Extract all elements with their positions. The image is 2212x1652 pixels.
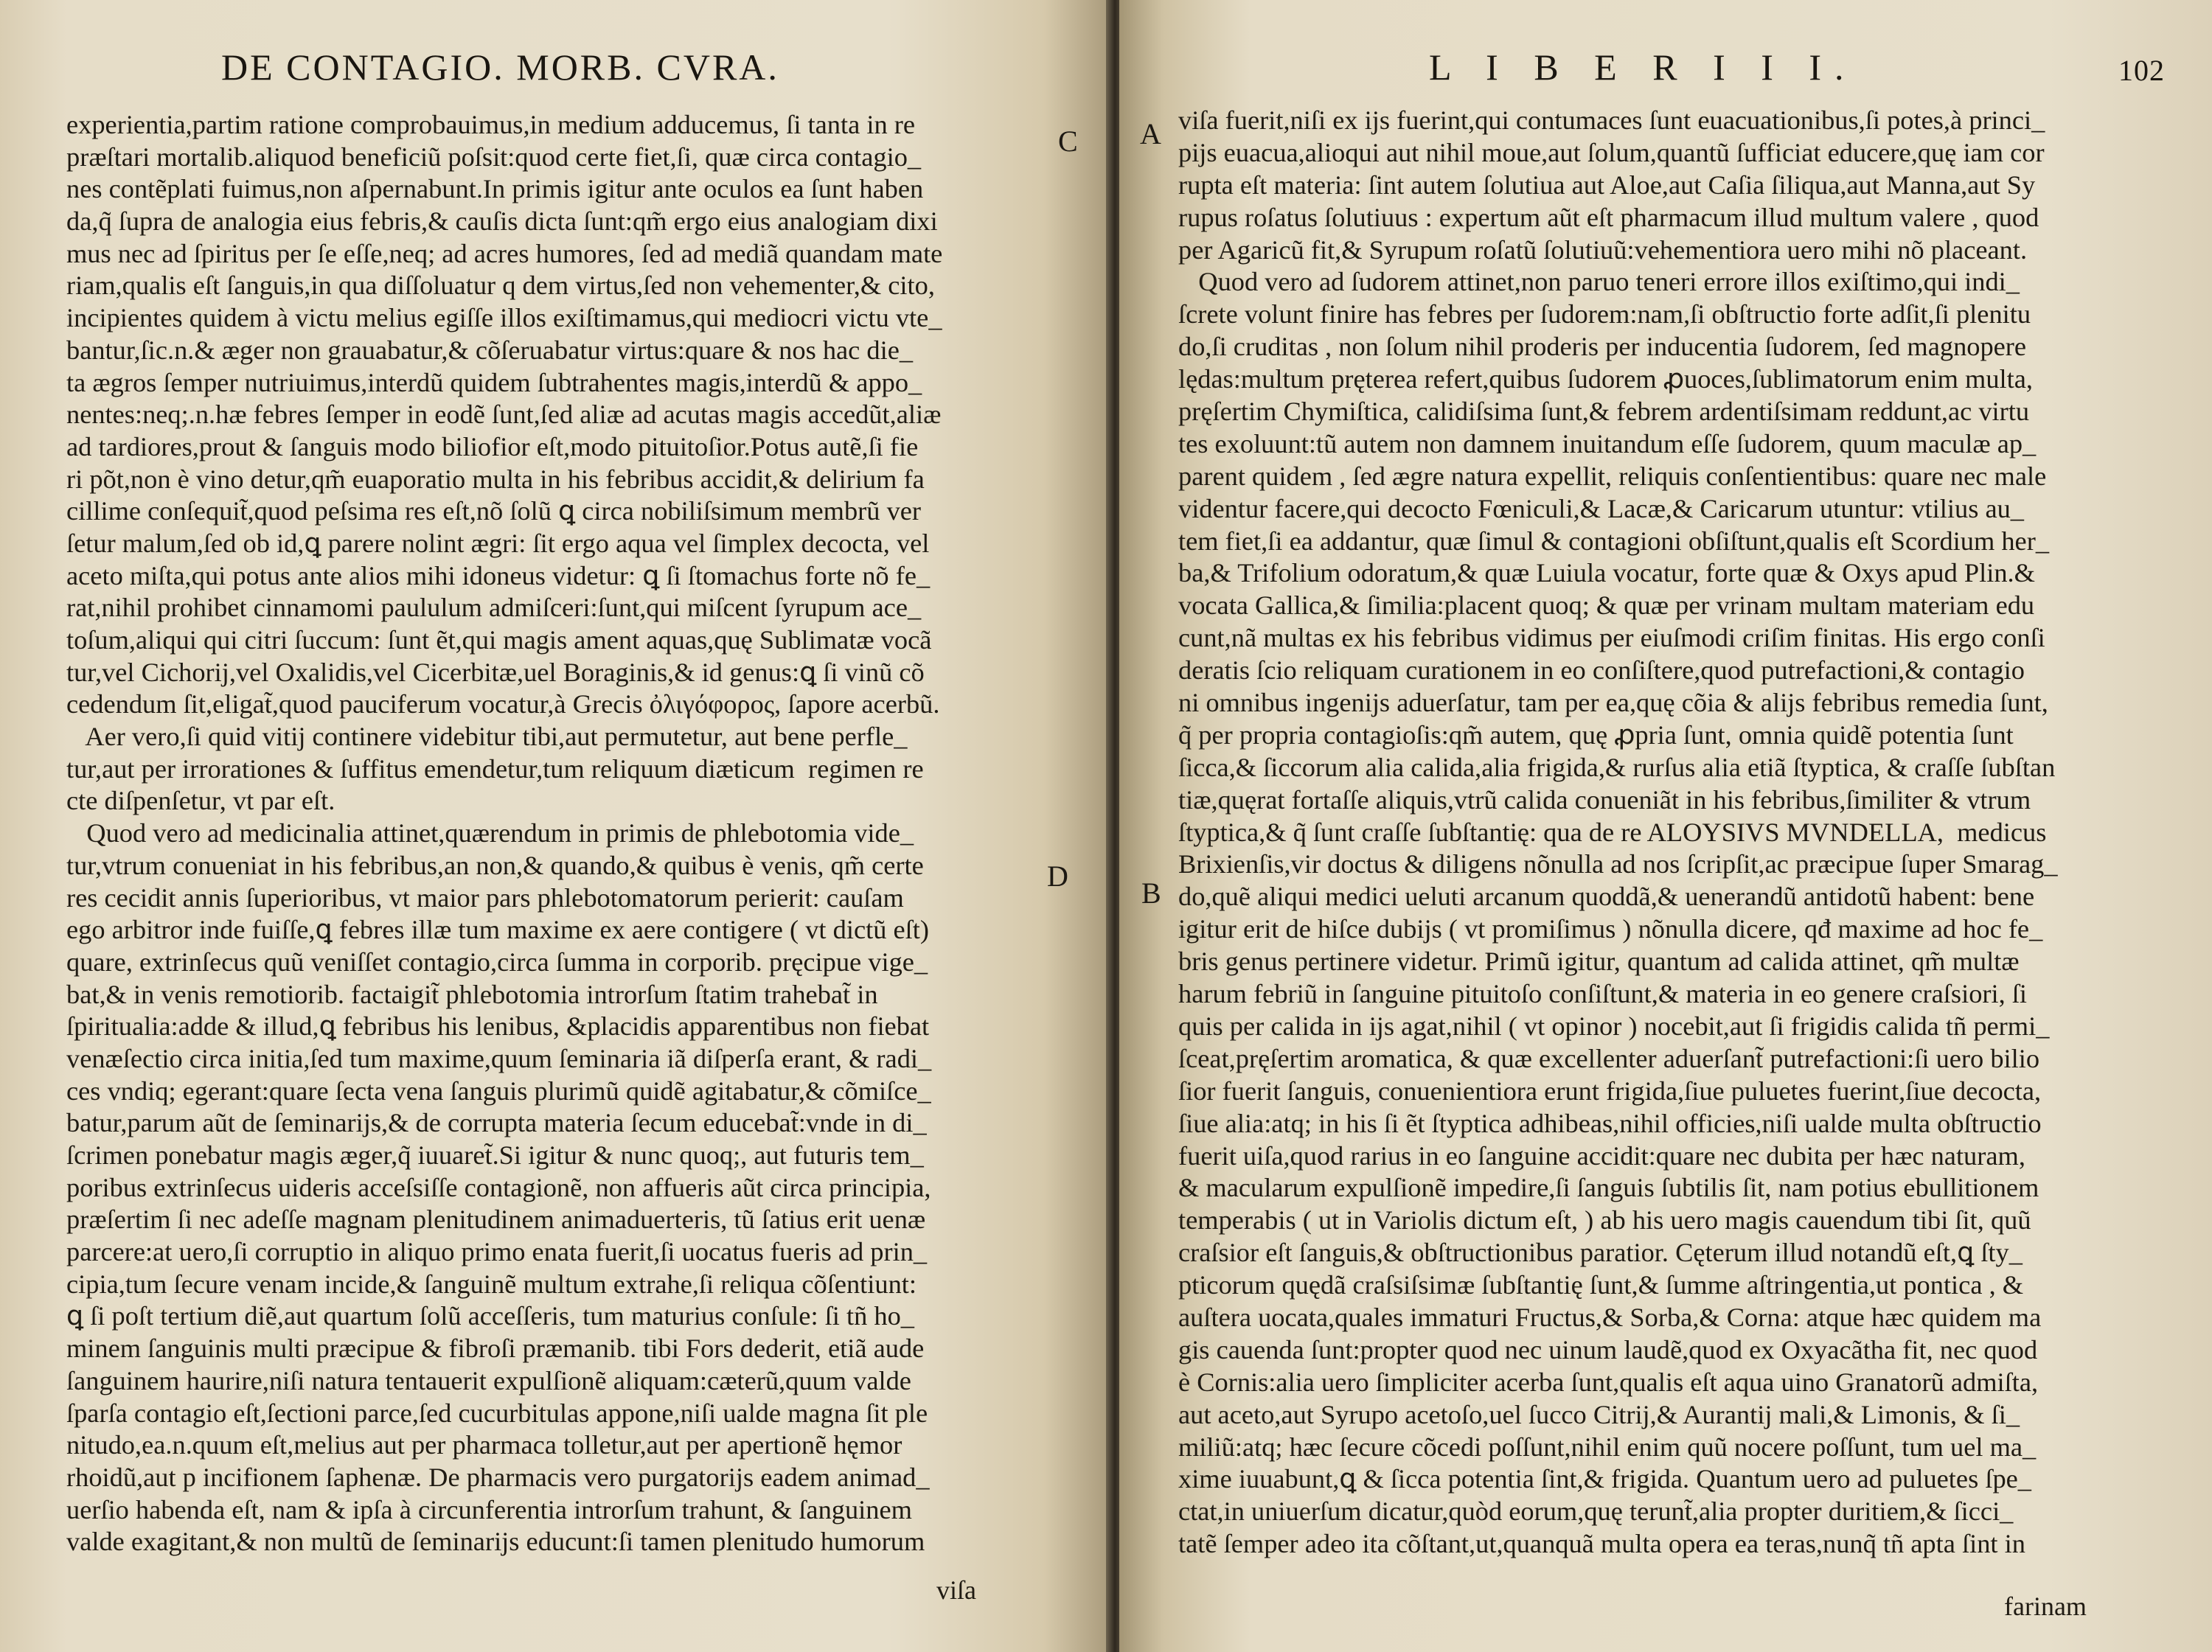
text-line: præſertim ſi nec adeſſe magnam plenitudinem animaduerteris, tũ ſatius erit uenæ xyxy=(66,1205,926,1235)
text-line: igitur erit de hiſce dubijs ( vt promiſimus ) nõnulla dicere, qđ maxime ad hoc fe_ xyxy=(1178,914,2043,944)
text-line: Quod vero ad ſudorem attinet,non paruo teneri errore illos exiſtimo,qui indi_ xyxy=(1178,267,2020,297)
text-line: rat,nihil prohibet cinnamomi paululum admiſceri:ſunt,qui miſcent ſyrupum ace_ xyxy=(66,593,922,623)
text-line: ſetur malum,ſed ob id,ꝗ parere nolint ægri: ſit ergo aqua vel ſimplex decocta, vel xyxy=(66,528,930,558)
text-line: tem fiet,ſi ea addantur, quæ ſimul & contagioni obſiſtunt,qualis eſt Scordium her_ xyxy=(1178,526,2050,556)
text-line: tur,vtrum conueniat in his febribus,an non,& quando,& quibus è venis, qm̃ certe xyxy=(66,850,924,880)
text-line: ſior fuerit ſanguis, conuenientiora erunt frigida,ſiue puluetes fuerint,ſiue decocta, xyxy=(1178,1076,2042,1106)
text-line: videntur facere,qui decocto Fœniculi,& Lacæ,& Caricarum utuntur: vtilius au_ xyxy=(1178,493,2024,523)
text-line: miliũ:atq; hæc ſecure cõcedi poſſunt,nihil enim quũ nocere poſſunt, tum uel ma_ xyxy=(1178,1432,2037,1462)
text-line: cedendum ſit,eligat̃,quod pauciferum vocatur,à Grecis ὀλιγόφορος, ſapore acerbũ. xyxy=(66,689,940,719)
text-line: gis cauenda ſunt:propter quod nec uinum laudẽ,quod ex Oxyacãtha fit, nec quod xyxy=(1178,1334,2038,1365)
text-line: da,q̃ ſupra de analogia eius febris,& cauſis dicta ſunt:qm̃ ergo eius analogiam dixi xyxy=(66,206,938,237)
text-line: ſiue alia:atq; in his ſi ẽt ſtyptica adhibeas,nihil officies,niſi ualde multa obſtructio xyxy=(1178,1108,2042,1138)
text-line: tiæ,quęrat fortaſſe aliquis,vtrũ calida conueniãt in his febribus,ſimiliter & vtrum xyxy=(1178,784,2031,815)
text-line: vocata Gallica,& ſimilia:placent quoq; & quæ per vrinam multam materiam edu xyxy=(1178,590,2035,621)
text-line: mus nec ad ſpiritus per ſe eſſe,neq; ad acres humores, ſed ad mediã quandam mate xyxy=(66,238,943,268)
text-line: deratis ſcio reliquam curationem in eo conſiſtere,quod putrefactioni,& contagio xyxy=(1178,655,2025,686)
text-line: aceto miſta,qui potus ante alios mihi idoneus videtur: ꝗ ſi ſtomachus forte nõ fe_ xyxy=(66,560,931,590)
text-line: poribus extrinſecus uideris acceſsiſſe contagionẽ, non affueris aũt circa principia, xyxy=(66,1172,931,1202)
text-line: toſum,aliqui qui citri ſuccum: ſunt ẽt,qui magis ament aquas,quę Sublimatæ vocã xyxy=(66,625,932,655)
text-line: ſparſa contagio eſt,ſectioni parce,ſed cucurbitulas appone,niſi ualde magna ſit ple xyxy=(66,1398,928,1428)
text-line: experientia,partim ratione comprobauimus,in medium adducemus, ſi tanta in re xyxy=(66,110,916,139)
text-line: ri põt,non è vino detur,qm̃ euaporatio multa in his febribus accidit,& delirium fa xyxy=(66,464,925,494)
text-line: riam,qualis eſt ſanguis,in qua diſſoluatur q dem virtus,ſed non vehementer,& cito, xyxy=(66,271,935,301)
text-line: ba,& Trifolium odoratum,& quæ Luiula vocatur, forte quæ & Oxys apud Plin.& xyxy=(1178,558,2035,588)
running-head-right: L I B E R I I I. xyxy=(1429,46,1857,88)
text-line: tes exoluunt:tũ autem non damnem inuitandum eſſe ſudorem, quum maculæ ap_ xyxy=(1178,428,2037,459)
margin-letter-a: A xyxy=(1140,117,1161,150)
text-line: per Agaricũ fit,& Syrupum roſatũ ſolutiuũ:vehementiora uero mihi nõ placeant. xyxy=(1178,234,2028,265)
text-line: præſtari mortalib.aliquod beneficiũ poſsit:quod certe fiet,ſi, quæ circa contagio_ xyxy=(66,142,922,172)
text-line: ſcrete volunt finire has febres per ſudorem:nam,ſi obſtructio forte adſit,ſi plenitu xyxy=(1178,299,2031,330)
text-line: Aer vero,ſi quid vitij continere videbitur tibi,aut permutetur, aut bene perfle_ xyxy=(66,722,908,752)
text-line: ad tardiores,prout & ſanguis modo biliofior eſt,modo pituitoſior.Potus autẽ,ſi fie xyxy=(66,431,919,461)
text-line: parent quidem , ſed ægre natura expellit, reliquis conſentientibus: quare nec male xyxy=(1178,461,2047,491)
text-line: ſceat,pręſertim aromatica, & quæ excellenter aduerſant̃ putrefactioni:ſi uero bilio xyxy=(1178,1043,2040,1073)
text-line: venæſectio circa initia,ſed tum maxime,quum ſeminaria iã diſperſa erant, & radi_ xyxy=(66,1043,932,1073)
text-line: ego arbitror inde fuiſſe,ꝗ febres illæ tum maxime ex aere contigere ( vt dictũ eſt) xyxy=(66,915,929,945)
text-line: & macularum expulſionẽ impedire,ſi ſanguis ſubtilis ſit, nam potius ebullitionem xyxy=(1178,1173,2039,1203)
text-line: do,quẽ aliqui medici ueluti arcanum quoddã,& uenerandũ antidotũ habent: bene xyxy=(1178,882,2035,912)
text-line: ſicca,& ſiccorum alia calida,alia frigida,& rurſus alia etiã ſtyptica, & craſſe ſubſtan xyxy=(1178,752,2056,782)
text-line: ſcrimen ponebatur magis æger,q̃ iuuaret̃.Si igitur & nunc quoq;, aut futuris tem_ xyxy=(66,1140,924,1170)
text-line: Brixienſis,vir doctus & diligens nõnulla ad nos ſcripſit,ac præcipue ſuper Smarag_ xyxy=(1178,849,2058,879)
right-page xyxy=(1119,0,2212,1652)
text-line: nitudo,ea.n.quum eſt,melius aut per pharmaca tolletur,aut per apertionẽ hęmor xyxy=(66,1430,902,1460)
text-line: cillime conſequit̃,quod peſsima res eſt,nõ ſolũ ꝗ circa nobiliſsimum membrũ ver xyxy=(66,496,922,526)
text-line: auſtera uocata,quales immaturi Fructus,& Sorba,& Corna: atque hæc quidem ma xyxy=(1178,1302,2042,1332)
text-line: q̃ per propria contagioſis:qm̃ autem, quę ꝓpria ſunt, omnia quidẽ potentia ſunt xyxy=(1178,719,2014,750)
text-line: nentes:neq;.n.hæ febres ſemper in eodẽ ſunt,ſed aliæ ad acutas magis accedũt,aliæ xyxy=(66,400,942,430)
text-line: temperabis ( ut in Variolis dictum eſt, ) ab his uero magis cauendum tibi ſit, quũ xyxy=(1178,1205,2031,1235)
text-line: viſa fuerit,niſi ex ijs fuerint,qui contumaces ſunt euacuationibus,ſi potes,à princi_ xyxy=(1178,105,2045,135)
text-line: ni omnibus ingenijs aduerſatur, tam per ea,quę cõia & alijs febribus remedia ſunt, xyxy=(1178,688,2048,718)
text-line: ctat,in uniuerſum dicatur,quòd eorum,quę terunt̃,alia propter duritiem,& ſicci_ xyxy=(1178,1496,2014,1527)
text-line: harum febriũ in ſanguine pituitoſo conſiſtunt,& materia in eo genere craſsiori, ſi xyxy=(1178,979,2028,1009)
text-line: pręſertim Chymiſtica, calidiſsima ſunt,& febrem ardentiſsimam reddunt,ac virtu xyxy=(1178,397,2030,427)
text-line: ta ægros ſemper nutriuimus,interdũ quidem ſubtrahentes magis,interdũ & appo_ xyxy=(66,367,922,397)
text-line: ſtyptica,& q̃ ſunt craſſe ſubſtantię: qua de re ALOYSIVS MVNDELLA, medicus xyxy=(1178,817,2047,847)
running-head-left: DE CONTAGIO. MORB. CVRA. xyxy=(221,46,779,88)
text-line: tatẽ ſemper adeo ita cõſtant,ut,quanquã multa opera ea teras,nunq̃ tñ apta ſint in xyxy=(1178,1529,2025,1559)
text-line: nes contẽplati fuimus,non aſpernabunt.In primis igitur ante oculos ea ſunt haben xyxy=(66,174,924,204)
text-line: tur,vel Cichorij,vel Oxalidis,vel Cicerbitæ,uel Boraginis,& id genus:ꝗ ſi vinũ cõ xyxy=(66,657,925,687)
text-line: ſanguinem haurire,niſi natura tentauerit expulſionẽ aliquam:cæterũ,quum valde xyxy=(66,1365,911,1395)
text-line: quis per calida in ijs agat,nihil ( vt opinor ) nocebit,aut ſi frigidis calida tñ permi_ xyxy=(1178,1011,2050,1041)
text-line: rupus roſatus ſolutiuus : expertum aũt eſt pharmacum illud multum valere , quod xyxy=(1178,202,2039,232)
text-line: cipia,tum ſecure venam incide,& ſanguinẽ multum extrahe,ſi reliqua cõſentiunt: xyxy=(66,1269,917,1299)
text-line: bris genus pertinere videtur. Primũ igitur, quantum ad calida attinet, qm̃ multæ xyxy=(1178,947,2020,977)
text-line: lędas:multum pręterea refert,quibus ſudorem ꝓuoces,ſublimatorum enim multa, xyxy=(1178,364,2034,394)
text-line: do,ſi cruditas , non ſolum nihil proderis per inducentia ſudorem, ſed magnopere xyxy=(1178,332,2027,362)
page-number: 102 xyxy=(2118,54,2165,87)
text-line: ꝗ ſi poſt tertium diẽ,aut quartum ſolũ acceſſeris, tum maturius conſule: ſi tñ ho_ xyxy=(66,1301,914,1331)
text-line: bat,& in venis remotiorib. factaigit̃ phlebotomia introrſum ſtatim trahebat̃ in xyxy=(66,979,878,1009)
text-line: incipientes quidem à victu melius egiſſe illos exiſtimamus,qui mediocri victu vte_ xyxy=(66,303,942,333)
text-line: bantur,ſic.n.& æger non grauabatur,& cõſeruabatur virtus:quare & nos hac die_ xyxy=(66,335,914,365)
text-line: è Cornis:alia uero ſimpliciter acerba ſunt,qualis eſt aqua uino Granatorũ admiſta, xyxy=(1178,1367,2039,1397)
text-line: pticorum quędã craſsiſsimæ ſubſtantię ſunt,& ſumme aſtringentia,ut pontica , & xyxy=(1178,1270,2024,1300)
text-line: cunt,nã multas ex his febribus vidimus per eiuſmodi criſim finitas. His ergo conſi xyxy=(1178,623,2045,653)
text-line: uerſio habenda eſt, nam & ipſa à circunferentia introrſum trahunt, & ſanguinem xyxy=(66,1494,912,1524)
text-line: quare, extrinſecus quũ veniſſet contagio,circa ſumma in corporib. pręcipue vige_ xyxy=(66,947,928,977)
margin-letter-b: B xyxy=(1141,876,1161,910)
catchword-right: farinam xyxy=(2004,1592,2087,1621)
text-line: ces vndiq; egerant:quare ſecta vena ſanguis plurimũ quidẽ agitabatur,& cõmiſce_ xyxy=(66,1076,931,1106)
text-line: xime iuuabunt,ꝗ & ſicca potentia ſint,& frigida. Quantum uero ad puluetes ſpe_ xyxy=(1178,1464,2031,1494)
text-line: fuerit uiſa,quod rarius in eo ſanguine accidit:quare nec dubita per hæc naturam, xyxy=(1178,1140,2025,1171)
text-line: ſpiritualia:adde & illud,ꝗ febribus his lenibus, &placidis apparentibus non fiebat xyxy=(66,1011,930,1042)
margin-letter-d: D xyxy=(1047,860,1068,893)
text-line: batur,parum aũt de ſeminarijs,& de corrupta materia ſecum educebat̃:vnde in di_ xyxy=(66,1108,927,1138)
text-line: Quod vero ad medicinalia attinet,quærendum in primis de phlebotomia vide_ xyxy=(66,818,914,848)
margin-letter-c: C xyxy=(1058,125,1078,158)
text-line: rhoidũ,aut p incifionem ſaphenæ. De pharmacis vero purgatorijs eadem animad_ xyxy=(66,1462,930,1492)
text-line: cte diſpenſetur, vt par eſt. xyxy=(66,786,335,816)
text-line: valde exagitant,& non multũ de ſeminarijs educunt:ſi tamen plenitudo humorum xyxy=(66,1527,925,1557)
text-line: pijs euacua,alioqui aut nihil moue,aut ſolum,quantũ ſufficiat educere,quę iam cor xyxy=(1178,137,2045,167)
text-line: parcere:at uero,ſi corruptio in aliquo primo enata fuerit,ſi uocatus fueris ad prin_ xyxy=(66,1237,928,1267)
left-body-text xyxy=(66,109,1040,1558)
text-line: rupta eſt materia: ſint autem ſolutiua aut Aloe,aut Caſia ſiliqua,aut Manna,aut Sy xyxy=(1178,170,2036,200)
text-line: tur,aut per irrorationes & ſuffitus emendetur,tum reliquum diæticum regimen re xyxy=(66,753,924,784)
catchword-left: viſa xyxy=(936,1575,976,1605)
right-body-text xyxy=(1178,105,2181,1561)
text-line: craſsior eſt ſanguis,& obſtructionibus paratior. Cęterum illud notandũ eſt,ꝗ ſty_ xyxy=(1178,1238,2023,1268)
text-line: minem ſanguinis multi præcipue & fibroſi præmanib. tibi Fors dederit, etiã aude xyxy=(66,1334,925,1364)
text-line: res cecidit annis ſuperioribus, vt maior pars phlebotomatorum perierit: cauſam xyxy=(66,882,904,913)
text-line: aut aceto,aut Syrupo acetoſo,uel ſucco Citrij,& Aurantij mali,& Limonis, & ſi_ xyxy=(1178,1399,2020,1429)
